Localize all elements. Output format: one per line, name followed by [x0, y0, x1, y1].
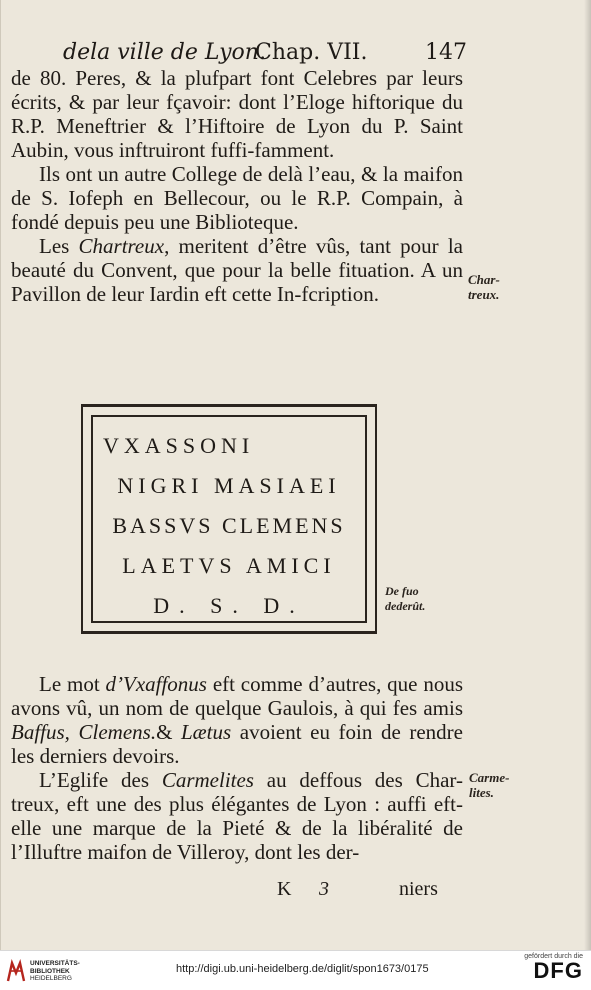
margin-note-line: Char-: [468, 272, 500, 287]
library-logo[interactable]: [6, 957, 96, 985]
signature-mark: K: [277, 878, 292, 900]
paragraph: [11, 672, 463, 768]
sponsor-caption: gefördert durch die: [524, 953, 583, 960]
catchword: niers: [399, 878, 438, 900]
page-number: 147: [425, 40, 467, 65]
inscription-line: NIGRI MASIAEI: [117, 473, 341, 498]
paragraph: de 80. Peres, & la plufpart font Celebres par leurs écrits, & par leur fçavoir: dont l’Eloge hiftorique du R.P. Meneftrier & l’Hiftoire de Lyon du P. Saint Aubin, vous inftruiront fuffi-famment.: [11, 66, 463, 162]
margin-note-line: lites.: [469, 785, 494, 800]
library-name-line: HEIDELBERG: [30, 975, 72, 982]
italic-run: Carmelites: [161, 768, 254, 792]
text-run: au deffous des Char-treux, eft une des plus élégantes de Lyon : auffi eft-elle une marque de la Pieté & de la libéralité de l’Illuftre maifon de Villeroy, dont les der-: [11, 768, 464, 864]
library-emblem-icon: [6, 959, 26, 983]
inscription-line: BASSVS CLEMENS: [112, 513, 346, 538]
inscription-line: D. S. D.: [153, 593, 305, 618]
body-text-bottom: [11, 672, 463, 864]
margin-note-carmelites: [469, 770, 509, 800]
italic-run: Lætus: [181, 720, 232, 744]
margin-note-line: Carme-: [469, 770, 510, 785]
margin-note-line: dederût.: [385, 599, 426, 613]
source-url-link[interactable]: http://digi.ub.uni-heidelberg.de/diglit/spon1673/0175: [176, 963, 429, 975]
text-run: Le mot: [39, 672, 106, 696]
margin-note-chartreux: [468, 272, 500, 302]
dfg-logo[interactable]: [497, 953, 583, 987]
paragraph: [11, 234, 463, 306]
body-text-top: [11, 66, 463, 306]
library-name-line: BIBLIOTHEK: [30, 967, 70, 975]
footer-bar: [0, 950, 591, 990]
text-run: Les: [39, 234, 79, 258]
text-run: &: [156, 720, 181, 744]
running-title: dela ville de Lyon.: [63, 40, 266, 65]
dfg-logo-text: DFG: [533, 958, 583, 983]
inscription-line: VXASSONI: [103, 433, 255, 458]
signature-number: 3: [319, 878, 329, 900]
library-name: [30, 960, 80, 983]
text-run: , meritent d’être vûs, tant pour la beauté du Convent, que pour la belle fituation. A un Pavillon de leur Iardin eft cette In-fcription.: [11, 234, 463, 306]
italic-run: d’Vxaffonus: [105, 672, 207, 696]
inscription-inner-frame: [91, 415, 367, 623]
inscription-line: LAETVS AMICI: [122, 553, 336, 578]
paragraph: Ils ont un autre College de delà l’eau, & la maifon de S. Iofeph en Bellecour, ou le R.P. Compain, à fondé depuis peu une Biblioteque.: [11, 162, 463, 234]
italic-run: Baffus, Clemens.: [11, 720, 157, 744]
italic-run: Chartreux: [78, 234, 165, 258]
paragraph: [11, 768, 463, 864]
chapter-heading: Chap. VII.: [255, 40, 368, 65]
margin-note-line: De fuo: [385, 584, 419, 598]
text-run: eft comme d’autres, que nous avons vû, un nom de quelque Gaulois, à qui fes amis: [11, 672, 463, 720]
inscription-frame: [81, 404, 377, 634]
library-name-line: UNIVERSITÄTS-: [30, 960, 80, 967]
text-run: L’Eglife des: [39, 768, 162, 792]
margin-note-desuo: [385, 584, 425, 614]
text-run: avoient eu foin de rendre les derniers devoirs.: [11, 720, 463, 768]
margin-note-line: treux.: [468, 287, 500, 302]
